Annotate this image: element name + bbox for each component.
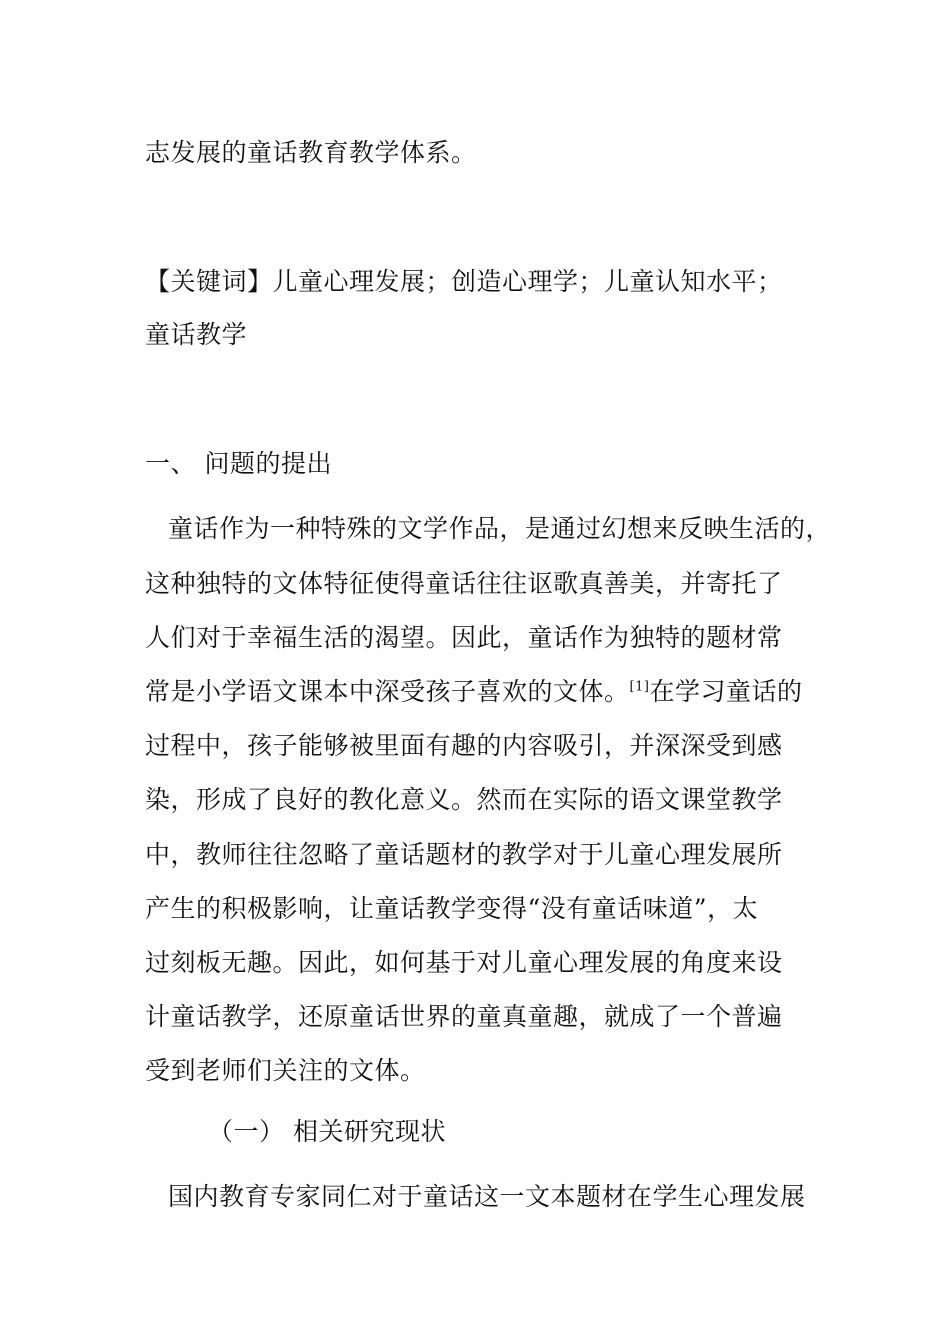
paragraph-line: 受到老师们关注的文体。 xyxy=(145,1056,426,1085)
paragraph-line: 染，形成了良好的教化意义。然而在实际的语文课堂教学 xyxy=(145,785,783,814)
subsection-heading: （一） 相关研究现状 xyxy=(208,1117,446,1146)
paragraph-line: 人们对于幸福生活的渴望。因此，童话作为独特的题材常 xyxy=(145,623,783,652)
paragraph-line: 这种独特的文体特征使得童话往往讴歌真善美，并寄托了 xyxy=(145,569,783,598)
keywords-line-1: 【关键词】儿童心理发展；创造心理学；儿童认知水平； xyxy=(145,267,783,296)
paragraph-line: 过程中，孩子能够被里面有趣的内容吸引，并深深受到感 xyxy=(145,731,783,760)
paragraph-line-with-citation xyxy=(145,675,825,709)
paragraph-line: 童话作为一种特殊的文学作品，是通过幻想来反映生活的， xyxy=(168,514,832,543)
section-heading: 一、 问题的提出 xyxy=(145,449,332,478)
paragraph-text: 在学习童话的 xyxy=(649,677,803,706)
paragraph-text: 常是小学语文课本中深受孩子喜欢的文体。 xyxy=(145,677,630,706)
paragraph-line: 过刻板无趣。因此，如何基于对儿童心理发展的角度来设 xyxy=(145,948,783,977)
keywords-line-2: 童话教学 xyxy=(145,320,248,349)
paragraph-line: 计童话教学，还原童话世界的童真童趣，就成了一个普遍 xyxy=(145,1002,783,1031)
paragraph-line: 国内教育专家同仁对于童话这一文本题材在学生心理发展 xyxy=(168,1182,806,1211)
paragraph-line: 产生的积极影响，让童话教学变得“没有童话味道”，太 xyxy=(145,894,759,923)
paragraph-line: 中，教师往往忽略了童话题材的教学对于儿童心理发展所 xyxy=(145,840,783,869)
paragraph-tail: 志发展的童话教育教学体系。 xyxy=(145,138,477,167)
citation-marker[interactable]: [1] xyxy=(629,679,650,695)
